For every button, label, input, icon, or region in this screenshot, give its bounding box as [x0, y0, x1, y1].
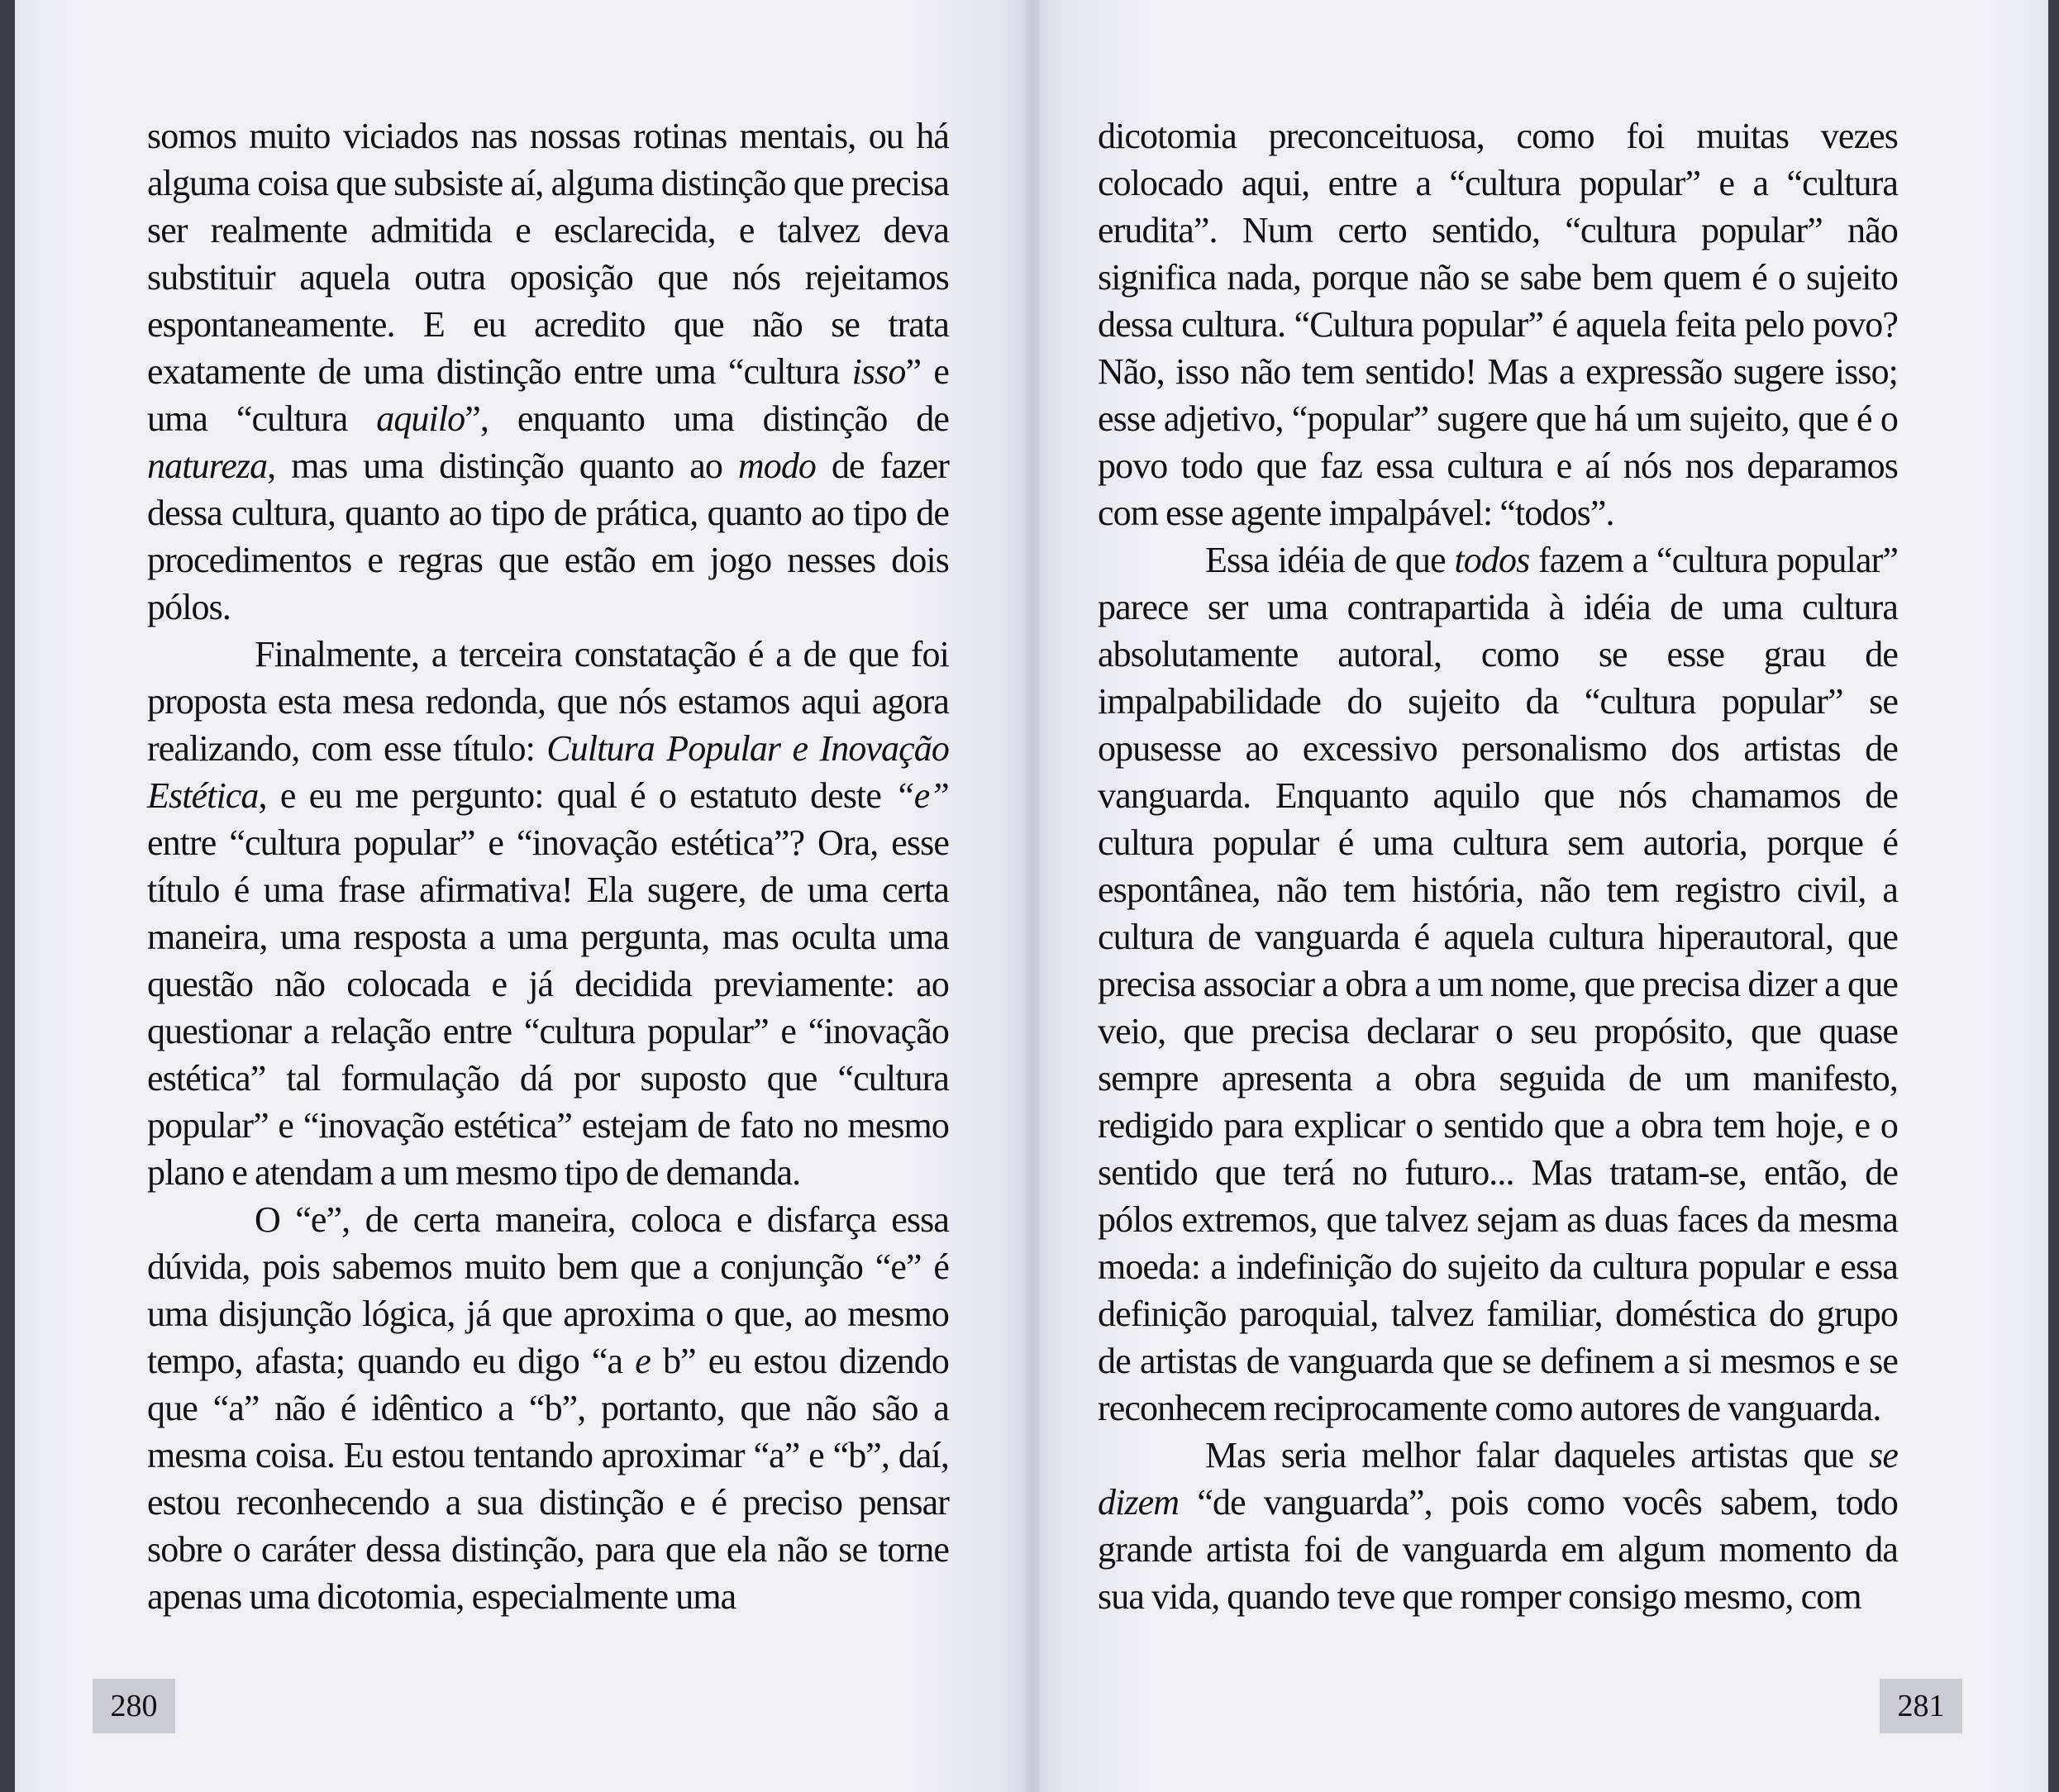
- book-edge-left: [0, 0, 15, 1792]
- paragraph: [1098, 1432, 1898, 1620]
- text-run: Mas seria melhor falar daqueles artistas que: [1205, 1435, 1870, 1475]
- text-run: entre “cultura popular” e “inovação estética”? Ora, esse título é uma frase afirmativa! Ela sugere, de uma certa maneira, uma resposta a uma pergunta, mas oculta uma questão não colocada e já decidida previamente: ao questionar a relação entre “cultura popular” e “inovação estética” tal formulação dá por suposto que “cultura popular” e “inovação estética” estejam de fato no mesmo plano e atendam a um mesmo tipo de demanda.: [147, 822, 949, 1193]
- italic-run: natureza: [147, 446, 268, 486]
- italic-run: “e”: [894, 775, 949, 816]
- italic-run: e: [635, 1341, 651, 1381]
- paragraph: [147, 112, 949, 631]
- text-run: Essa idéia de que: [1205, 540, 1455, 580]
- text-run: , mas uma distinção quanto ao: [267, 446, 738, 486]
- text-run: de fazer dessa cultura, quanto ao tipo de prática, quanto ao tipo de procedimentos e regras que estão em jogo nesses dois pólos.: [147, 446, 949, 627]
- text-run: b” eu estou dizendo que “a” não é idêntico a “b”, portanto, que não são a mesma coisa. Eu estou tentando aproximar “a” e “b”, daí, estou reconhecendo a sua distinção e é preciso pensar sobre o caráter dessa distinção, para que ela não se torne apenas uma dicotomia, especialmente uma: [147, 1341, 949, 1617]
- left-page-text: [147, 112, 949, 1620]
- paragraph: [147, 1196, 949, 1620]
- book-gutter: [1025, 0, 1040, 1792]
- italic-run: aquilo: [376, 398, 465, 439]
- paragraph: [147, 631, 949, 1196]
- italic-run: todos: [1454, 540, 1530, 580]
- text-run: Finalmente, a terceira constatação é a de que foi proposta esta mesa redonda, que nós estamos aqui agora realizando, com esse título:: [147, 634, 949, 769]
- text-run: “de vanguarda”, pois como vocês sabem, todo grande artista foi de vanguarda em algum momento da sua vida, quando teve que romper consigo mesmo, com: [1098, 1482, 1898, 1617]
- italic-run: se dizem: [1098, 1435, 1898, 1523]
- right-page-text: [1098, 112, 1898, 1620]
- paragraph: [1098, 112, 1898, 536]
- text-run: ”, enquanto uma distinção de: [465, 398, 949, 439]
- book-edge-right: [2048, 0, 2059, 1792]
- italic-run: modo: [737, 446, 817, 486]
- italic-run: isso: [851, 351, 906, 392]
- text-run: dicotomia preconceituosa, como foi muitas vezes colocado aqui, entre a “cultura popular” e a “cultura erudita”. Num certo sentido, “cultura popular” não significa nada, porque não se sabe bem quem é o sujeito dessa cultura. “Cultura popular” é aquela feita pelo povo? Não, isso não tem sentido! Mas a expressão sugere isso; esse adjetivo, “popular” sugere que há um sujeito, que é o povo todo que faz essa cultura e aí nós nos deparamos com esse agente impalpável: “todos”.: [1098, 116, 1898, 533]
- page-number-left: 280: [93, 1679, 175, 1733]
- text-run: , e eu me pergunto: qual é o estatuto deste: [258, 775, 895, 816]
- text-run: somos muito viciados nas nossas rotinas mentais, ou há alguma coisa que subsiste aí, alguma distinção que precisa ser realmente admitida e esclarecida, e talvez deva substituir aquela outra oposição que nós rejeitamos espontaneamente. E eu acredito que não se trata exatamente de uma distinção entre uma “cultura: [147, 116, 949, 392]
- text-run: fazem a “cultura popular” parece ser uma contrapartida à idéia de uma cultura absolutamente autoral, como se esse grau de impalpabilidade do sujeito da “cultura popular” se opusesse ao excessivo personalismo dos artistas de vanguarda. Enquanto aquilo que nós chamamos de cultura popular é uma cultura sem autoria, porque é espontânea, não tem história, não tem registro civil, a cultura de vanguarda é aquela cultura hiperautoral, que precisa associar a obra a um nome, que precisa dizer a que veio, que precisa declarar o seu propósito, que quase sempre apresenta a obra seguida de um manifesto, redigido para explicar o sentido que a obra tem hoje, e o sentido que terá no futuro... Mas tratam-se, então, de pólos extremos, que talvez sejam as duas faces da mesma moeda: a indefinição do sujeito da cultura popular e essa definição paroquial, talvez familiar, doméstica do grupo de artistas de vanguarda que se definem a si mesmos e se reconhecem reciprocamente como autores de vanguarda.: [1098, 540, 1898, 1428]
- paragraph: [1098, 536, 1898, 1432]
- page-number-right: 281: [1880, 1679, 1962, 1733]
- text-run: ” e uma “cultura: [147, 351, 949, 439]
- text-run: O “e”, de certa maneira, coloca e disfarça essa dúvida, pois sabemos muito bem que a conjunção “e” é uma disjunção lógica, já que aproxima o que, ao mesmo tempo, afasta; quando eu digo “a: [147, 1199, 949, 1381]
- italic-run: Cultura Popular e Inovação Estética: [147, 728, 949, 816]
